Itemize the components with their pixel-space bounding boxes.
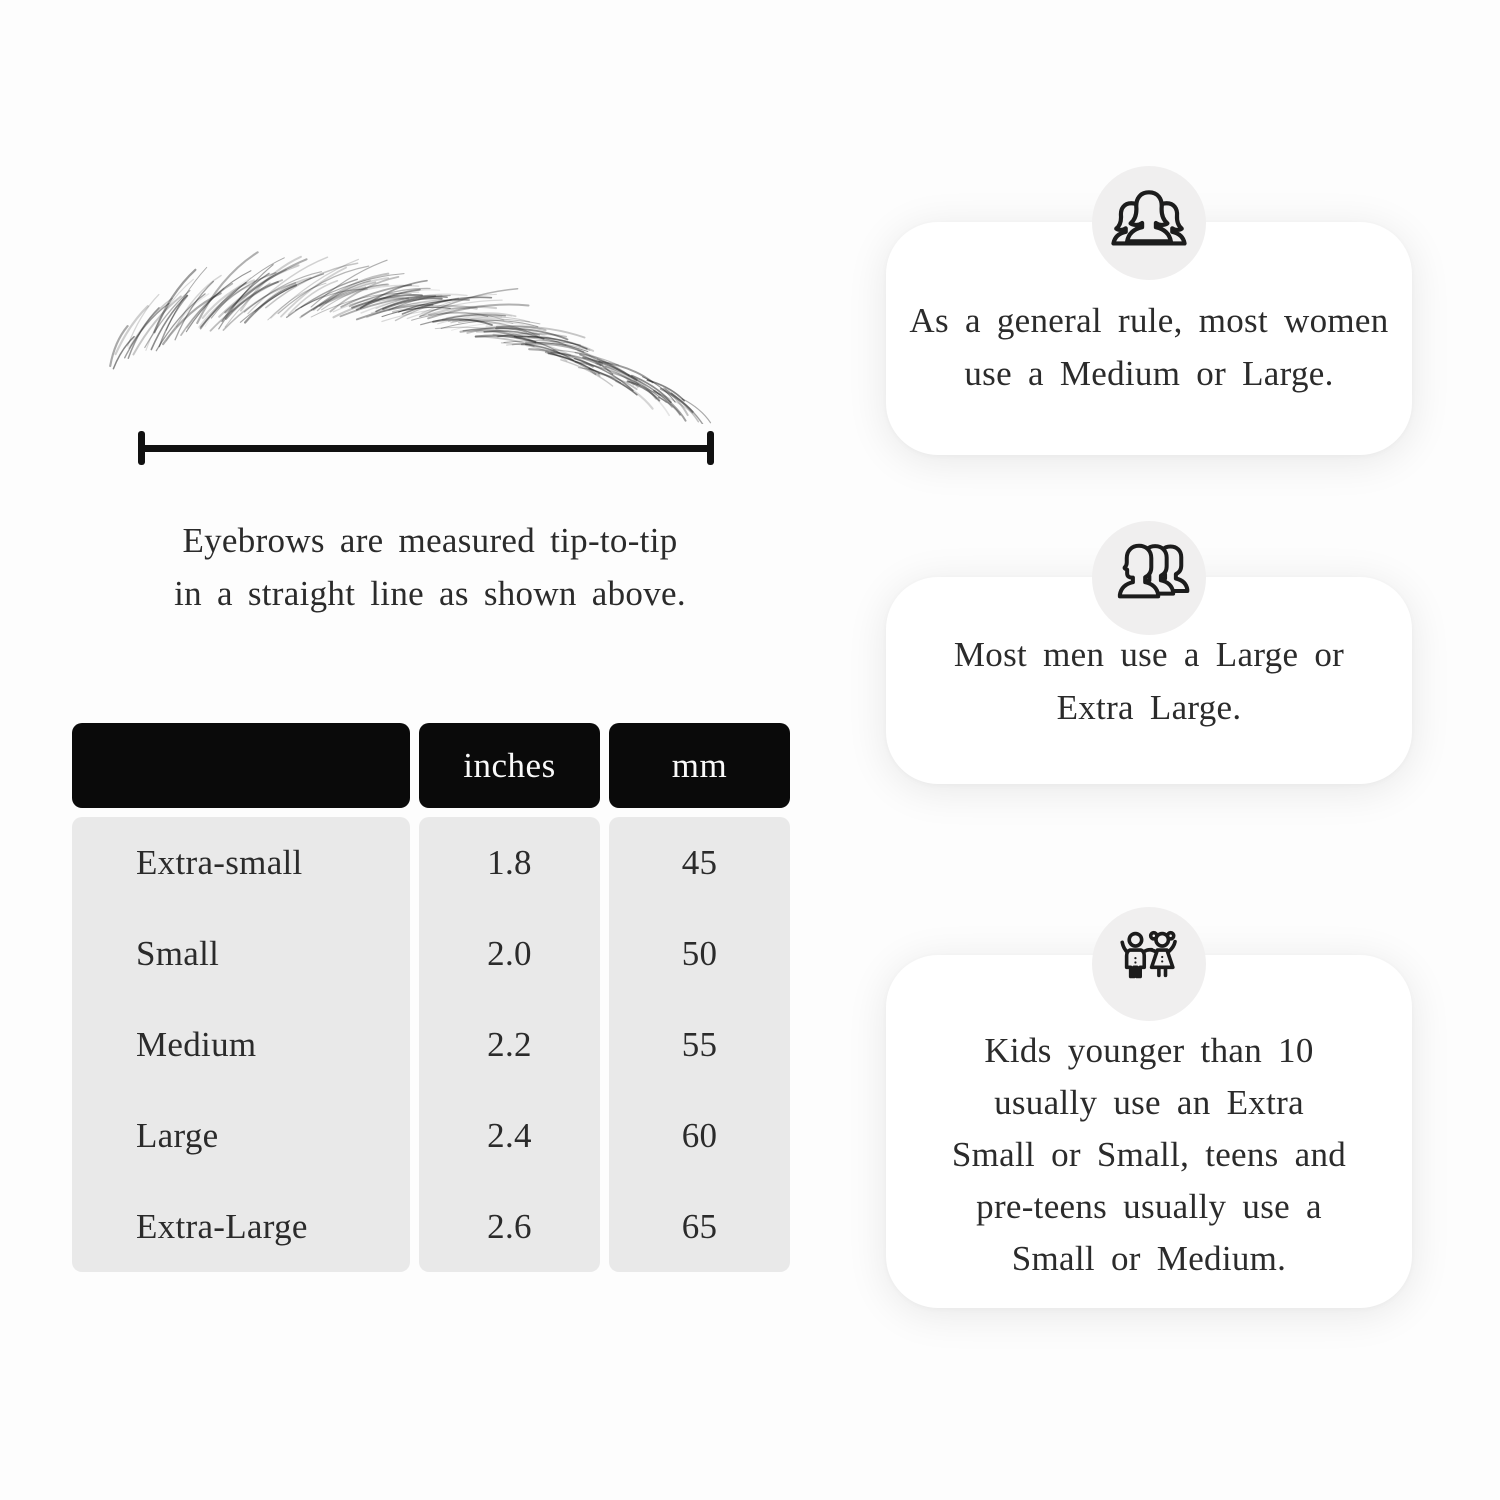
table-header-mm: mm [609, 723, 790, 808]
eyebrow-hair-stroke [116, 306, 148, 354]
table-column-mm [609, 817, 790, 1272]
caption-line: in a straight line as shown above. [174, 574, 686, 613]
table-header-inches: inches [419, 723, 600, 808]
card-text-line: use a Medium or Large. [964, 353, 1334, 393]
inches-value-cell: 2.0 [487, 933, 532, 973]
card-text-line: usually use an Extra [994, 1082, 1304, 1122]
card-text-line: Small or Medium. [1011, 1238, 1287, 1278]
card-text-line: Extra Large. [1056, 687, 1242, 727]
card-men [886, 577, 1412, 784]
table-column-inches [419, 817, 600, 1272]
size-label-cell: Small [136, 933, 220, 973]
mm-value-cell: 45 [681, 842, 718, 882]
size-label-cell: Large [136, 1115, 219, 1155]
mm-value-cell: 50 [681, 933, 718, 973]
eyebrow-illustration [95, 226, 715, 424]
card-women [886, 222, 1412, 455]
card-text-line: pre-teens usually use a [976, 1186, 1322, 1226]
measurement-tick-right [707, 431, 714, 465]
size-label-cell: Extra-small [136, 842, 303, 882]
measurement-bar [138, 445, 714, 452]
inches-value-cell: 2.6 [487, 1206, 532, 1246]
mm-value-cell: 60 [681, 1115, 718, 1155]
card-kids-text [886, 955, 1412, 1308]
measurement-caption [75, 514, 785, 620]
card-text-line: As a general rule, most women [909, 300, 1389, 340]
table-header-blank [72, 723, 410, 808]
size-label-cell: Extra-Large [136, 1206, 308, 1246]
table-column-labels [72, 817, 410, 1272]
size-table [72, 723, 790, 1272]
caption-line: Eyebrows are measured tip-to-tip [182, 521, 678, 560]
card-kids [886, 955, 1412, 1308]
card-text-line: Most men use a Large or [953, 634, 1345, 674]
size-label-cell: Medium [136, 1024, 257, 1064]
mm-value-cell: 65 [681, 1206, 718, 1246]
card-text-line: Kids younger than 10 [984, 1030, 1314, 1070]
mm-value-cell: 55 [681, 1024, 718, 1064]
inches-value-cell: 2.2 [487, 1024, 532, 1064]
card-men-text [886, 577, 1412, 784]
measurement-line [138, 431, 714, 465]
inches-value-cell: 1.8 [487, 842, 532, 882]
inches-value-cell: 2.4 [487, 1115, 532, 1155]
card-text-line: Small or Small, teens and [951, 1134, 1347, 1174]
card-women-text [886, 222, 1412, 455]
